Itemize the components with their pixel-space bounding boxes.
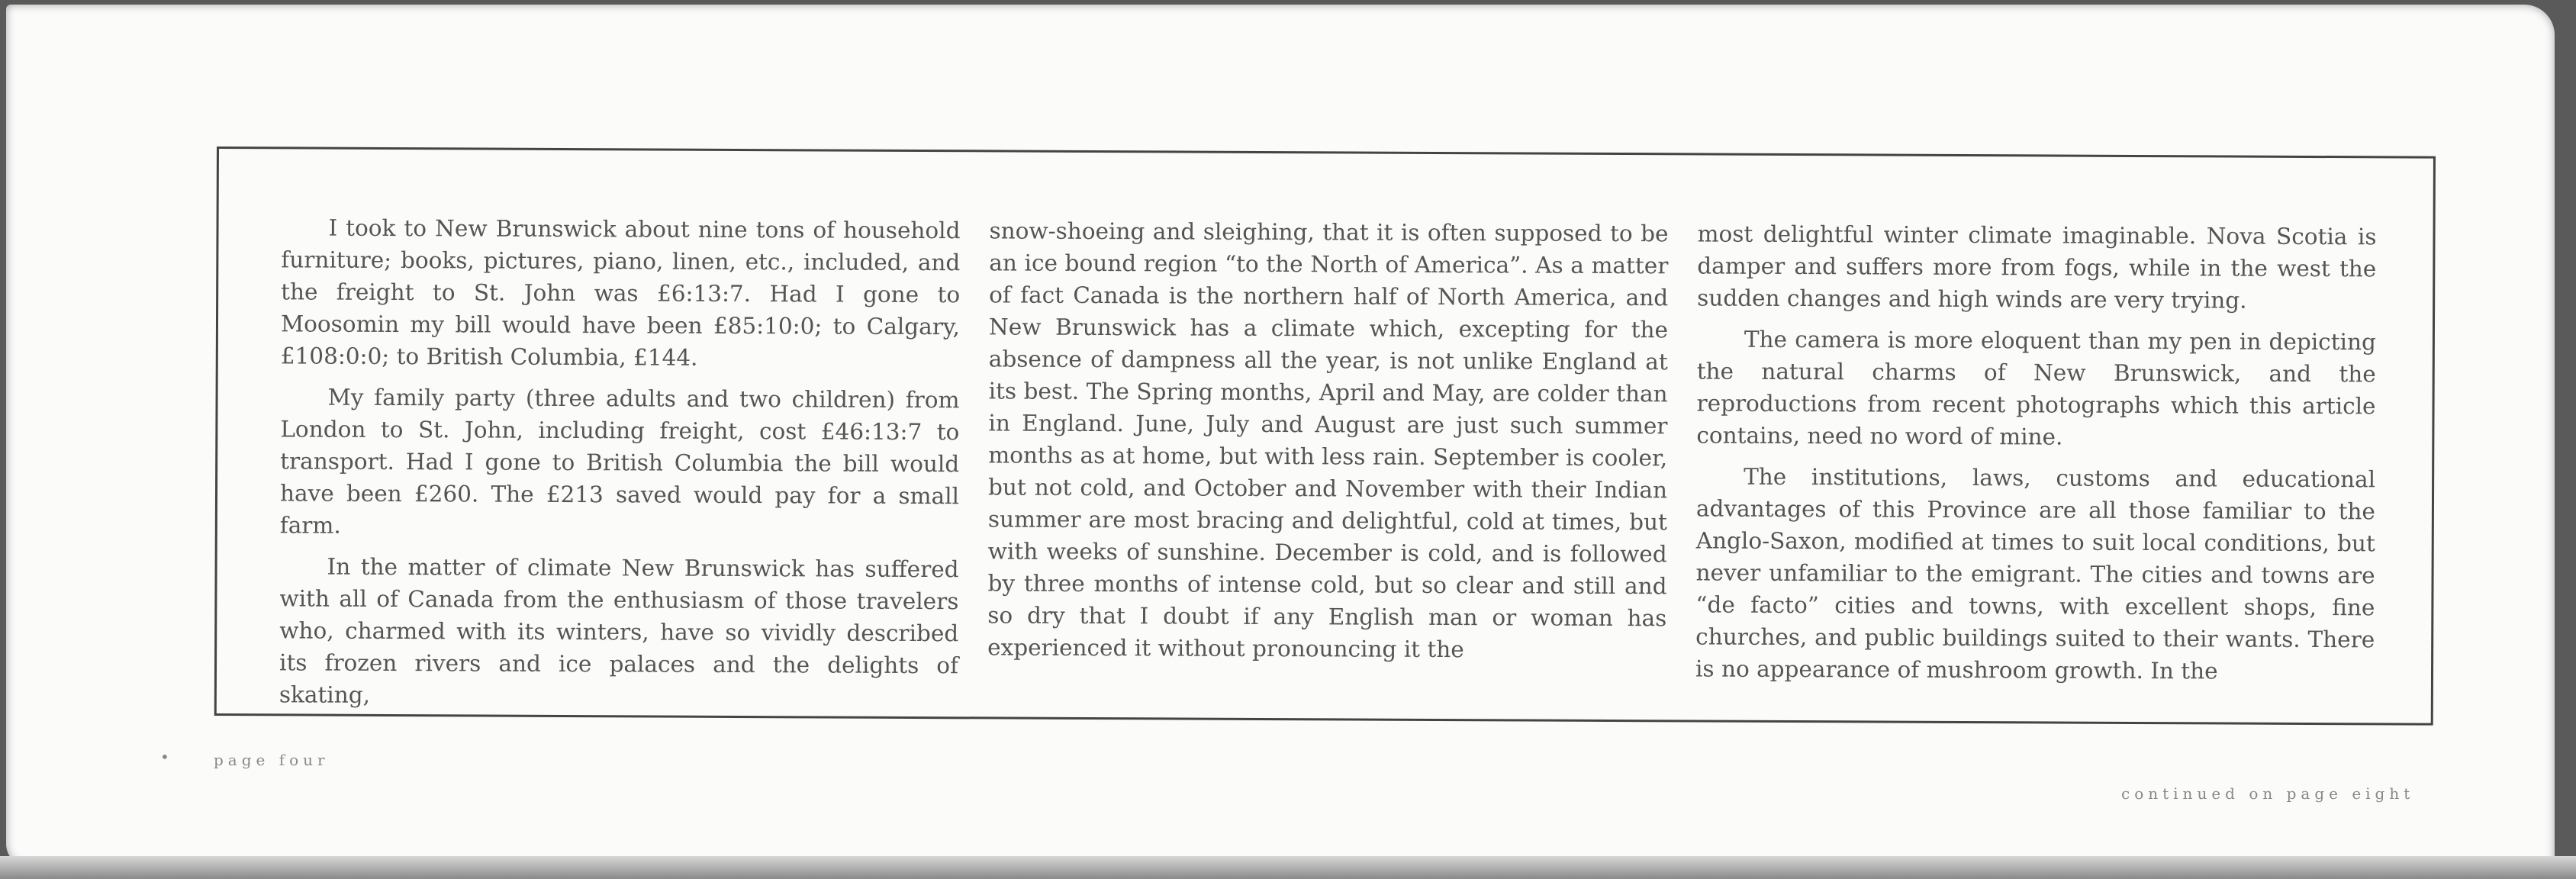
paragraph: The camera is more eloquent than my pen in depicting the natural charms of New Brunswick, and the reproductions from recent photographs which this article contains, need no word of mine. (1696, 326, 2376, 450)
paragraph: In the matter of climate New Brunswick has suffered with all of Canada from the enthusiasm of those travelers who, charmed with its winters, have so vividly described its frozen rivers and ice palaces and the delights of skating, (279, 553, 959, 708)
continued-note: continued on page eight (2121, 784, 2415, 803)
page-number-label (160, 748, 330, 769)
page-sheet (6, 5, 2555, 867)
column-3 (1695, 217, 2377, 694)
paragraph: I took to New Brunswick about nine tons of household furniture; books, pictures, piano, linen, etc., included, and the freight to St. John was £6:13:7. Had I gone to Moosomin my bill would have been £85:10:0; to Calgary, £108:0:0; to British Columbia, £144. (280, 214, 961, 371)
page-edge (0, 856, 2576, 879)
page-number-text: page four (214, 751, 330, 769)
column-2 (987, 214, 1669, 691)
paragraph: most delightful winter climate imaginable. Nova Scotia is damper and suffers more from fogs, while in the west the sudden changes and high winds are very trying. (1697, 221, 2377, 314)
paragraph: snow-shoeing and sleighing, that it is often supposed to be an ice bound region “to the North of America”. As a matter of fact Canada is the northern half of North America, and New Brunswick has a climate which, excepting for the absence of dampness all the year, is not unlike England at its best. The Spring months, April and May, are colder than in England. June, July and August are just such summer months as at home, but with less rain. September is cooler, but not cold, and October and November with their Indian summer are most bracing and delightful, cold at times, but with weeks of sunshine. December is cold, and is followed by three months of intense cold, but so clear and still and so dry that I doubt if any English man or woman has experienced it without pronouncing it the (987, 217, 1669, 663)
column-1 (279, 211, 961, 708)
paragraph: My family party (three adults and two children) from London to St. John, including freight, cost £46:13:7 to transport. Had I gone to British Columbia the bill would have been £260. The £213 saved would pay for a small farm. (279, 384, 960, 539)
text-frame (214, 146, 2436, 726)
text-columns (279, 211, 2380, 708)
bullet-mark: • (160, 748, 169, 766)
paragraph: The institutions, laws, customs and educational advantages of this Province are all those familiar to the Anglo-Saxon, modified at times to suit local conditions, but never unfamiliar to the emigrant. The cities and towns are “de facto” cities and towns, with excellent shops, fine churches, and public buildings suited to their wants. There is no appearance of mushroom growth. In the (1695, 463, 2376, 684)
